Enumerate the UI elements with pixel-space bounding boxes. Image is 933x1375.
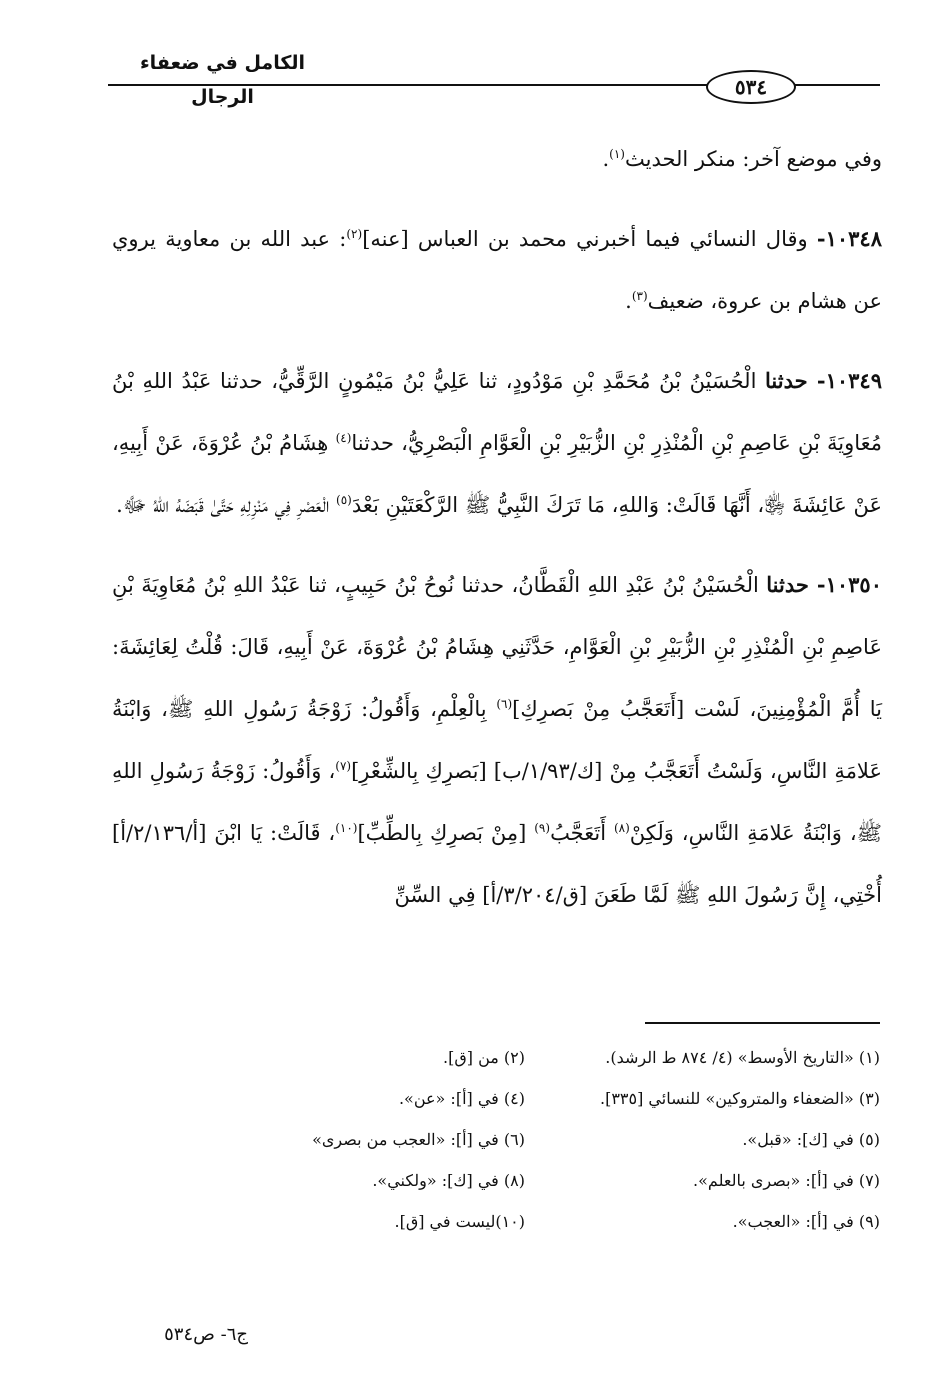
entry-number: ١٠٣٤٨- — [816, 226, 882, 251]
footnote-3: (٣) «الضعفاء والمتروكين» للنسائي [٣٣٥]. — [599, 1089, 880, 1108]
footnote-5: (٥) في [ك]: «قبل». — [742, 1130, 880, 1149]
page-number-badge: ٥٣٤ — [706, 70, 796, 104]
footnote-separator — [645, 1022, 880, 1024]
footnote-ref: (١٠) — [335, 821, 358, 835]
p2-text-2: : عبد الله بن معاوية يروي عن هشام بن عروة، ضعيف — [112, 227, 882, 313]
p4-text-3: ، وَأَقُولُ: زَوْجَةُ رَسُولِ اللهِ ﷺ، وَابْنَةُ عَلامَةِ النَّاسِ، وَلَكِنْ — [112, 759, 882, 845]
p4-text-4: أَتَعَجَّبُ — [550, 821, 614, 845]
footnote-ref: (٧) — [335, 759, 352, 773]
footnote-row — [200, 1040, 880, 1081]
p4-text-1: الْحُسَيْنُ بْنُ عَبْدِ اللهِ الْقَطَّانُ، حدثنا نُوحُ بْنُ حَبِيبٍ، ثنا عَبْدُ اللهِ بْنُ مُعَاوِيَةَ بْنِ عَاصِمِ بْنِ الْمُنْذِرِ بْنِ الزُّبَيْرِ بْنِ الْعَوَّامِ، حَدَّثَنِي هِشَامُ بْنُ عُرْوَةَ، عَنْ أَبِيهِ، قَالَ: قُلْتُ لِعَائِشَةَ: يَا أُمَّ الْمُؤْمِنِينَ، لَسْت [أَتَعَجَّبُ مِنْ بَصرِكِ] — [112, 573, 882, 721]
p4-text-2: بِالْعِلْمِ، وَأَقُولُ: زَوْجَةُ رَسُولِ اللهِ ﷺ، وَابْنَةُ عَلامَةِ النَّاسِ، وَلَسْتُ أَتَعَجَّبُ مِنْ [ك/١/٩٣/ب] [بَصرِكِ بِالشِّعْرِ] — [112, 697, 882, 783]
entry-number: ١٠٣٤٩- — [816, 368, 882, 393]
haddathana-keyword: حدثنا — [766, 572, 817, 597]
p2-text-1: وقال النسائي فيما أخبرني محمد بن العباس [عنه] — [362, 227, 817, 251]
footnote-ref: (٩) — [534, 821, 551, 835]
running-header-title: الكامل في ضعفاء الرجال — [139, 52, 306, 108]
footnote-4: (٤) في [أ]: «عن». — [398, 1089, 525, 1108]
volume-page-reference: ج٦- ص٥٣٤ — [164, 1324, 248, 1345]
footnote-1: (١) «التاريخ الأوسط» (٤/ ٨٧٤ ط الرشد). — [605, 1048, 880, 1067]
footnote-row — [200, 1122, 880, 1163]
entry-number: ١٠٣٥٠- — [816, 572, 882, 597]
footnote-ref: (٨) — [613, 821, 630, 835]
p3-text-1: الْحُسَيْنُ بْنُ مُحَمَّدِ بْنِ مَوْدُودٍ، ثنا عَلِيُّ بْنُ مَيْمُونٍ الرَّقِّيُّ، حدثنا عَبْدُ اللهِ بْنُ مُعَاوِيَةَ بْنِ عَاصِمِ بْنِ الْمُنْذِرِ بْنِ الزُّبَيْرِ بْنِ الْعَوَّامِ الْبَصْرِيُّ، حدثنا — [112, 369, 883, 455]
footnote-6: (٦) في [أ]: «العجب من بصرى» — [312, 1130, 525, 1149]
paragraph-10349 — [112, 350, 882, 536]
footnote-9: (٩) في [أ]: «العجب». — [732, 1212, 880, 1231]
paragraph-10348 — [112, 208, 882, 332]
footnote-10: (١٠)ليست في [ق]. — [394, 1212, 525, 1231]
footnote-row — [200, 1204, 880, 1245]
p1-text: وفي موضع آخر: منكر الحديث — [624, 147, 882, 171]
haddathana-keyword: حدثنا — [765, 368, 817, 393]
footnote-row — [200, 1081, 880, 1122]
footnote-2: (٢) من [ق]. — [443, 1048, 525, 1067]
p1-end: . — [602, 147, 610, 171]
p4-text-6: ، قَالَتْ: يَا ابْنَ [أ/٢/١٣٦/أ] أُخْتِي، إِنَّ رَسُولَ اللهِ ﷺ لَمَّا طَعَنَ [ق/٣/٢٠٤/أ] فِي السِّنِّ — [112, 821, 882, 907]
main-text — [112, 128, 882, 926]
paragraph-1 — [112, 128, 882, 190]
p4-text-5: [مِنْ بَصرِكِ بِالطِّبِّ] — [357, 821, 535, 845]
footnote-ref: (٦) — [496, 697, 513, 711]
footnotes — [200, 1040, 880, 1245]
footnote-ref: (١) — [609, 147, 625, 161]
footnote-row — [200, 1163, 880, 1204]
footnote-8: (٨) في [ك]: «ولكني». — [372, 1171, 525, 1190]
p3-text-3: الْعَصْرِ فِي مَنْزِلِهِ حَتَّىٰ قَبَضَهُ اللهُ ﷻ. — [116, 493, 337, 517]
footnote-7: (٧) في [أ]: «بصرى بالعلم». — [693, 1171, 880, 1190]
footnote-ref: (٢) — [346, 227, 363, 241]
p3-text-2: هِشَامُ بْنُ عُرْوَةَ، عَنْ أَبِيهِ، عَنْ عَائِشَةَ ﵂، أَنَّهَا قَالَتْ: وَاللهِ، مَا تَرَكَ النَّبِيُّ ﷺ الرَّكْعَتَيْنِ بَعْدَ — [112, 431, 882, 517]
p2-end: . — [625, 289, 632, 313]
paragraph-10350 — [112, 554, 882, 926]
footnote-ref: (٣) — [631, 289, 648, 303]
footnote-ref: (٥) — [336, 493, 352, 507]
footnote-ref: (٤) — [335, 431, 352, 445]
